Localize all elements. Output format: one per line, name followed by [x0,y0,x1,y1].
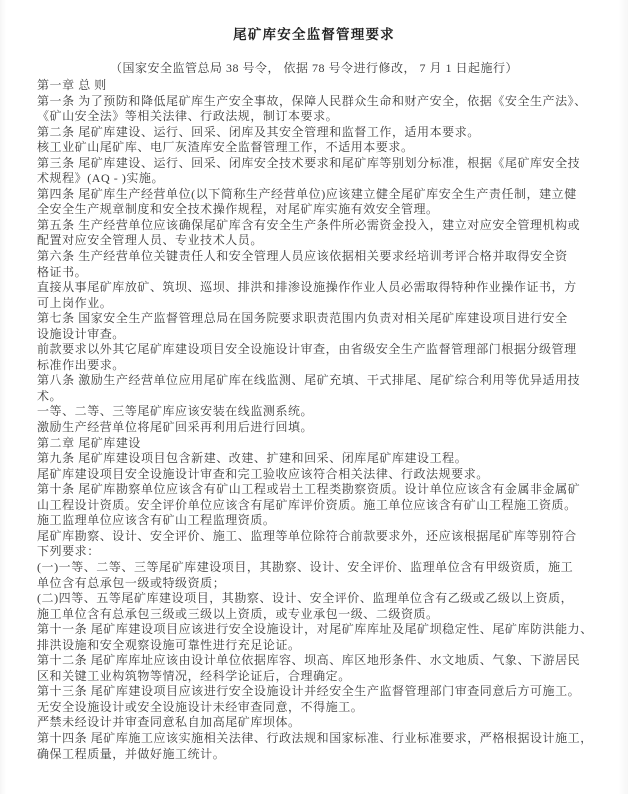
document-subtitle: （国家安全监管总局 38 号令， 依据 78 号令进行修改， 7 月 1 日起施行） [109,61,518,75]
document-line: 尾矿库勘察、设计、安全评价、施工、监理等单位除符合前款要求外，还应该根据尾矿库等别符合 [37,528,577,543]
document-line: 单位含有总承包一级或特级资质； [37,575,226,590]
document-line: 第七条 国家安全生产监督管理总局在国务院要求职责范围内负责对相关尾矿库建设项目进行安全 [37,311,568,326]
document-line: 可上岗作业。 [37,295,113,310]
document-line: 第六条 生产经营单位关键责任人和安全管理人员应该依据相关要求经培训考评合格并取得安全资 [37,249,568,264]
document-line: 核工业矿山尾矿库、电厂灰渣库安全监督管理工作，不适用本要求。 [37,140,414,155]
document-line: 区和关键工业构筑物等情况，经科学论证后，合理确定。 [37,668,351,683]
document-line: 第九条 尾矿库建设项目包含新建、改建、扩建和回采、闭库尾矿库建设工程。 [37,451,468,466]
document-line: 术。 [37,388,63,403]
document-line: 第五条 生产经营单位应该确保尾矿库含有安全生产条件所必需资金投入，建立对应安全管理机构或 [37,217,581,232]
document-line: 第十三条 尾矿库建设项目应该进行安全设施设计并经安全生产监督管理部门审查同意后方可施工。 [37,684,581,699]
document-line: (二)四等、五等尾矿库建设项目，其勘察、设计、安全评价、监理单位含有乙级或乙级以上资质， [37,591,574,606]
document-line: 无安全设施设计或安全设施设计未经审查同意，不得施工。 [37,699,364,714]
document-line: 标准作出要求。 [37,357,125,372]
document-line: 第四条 尾矿库生产经营单位(以下简称生产经营单位)应该建立健全尾矿库安全生产责任制，建立健 [37,186,577,201]
document-line: 全安全生产规章制度和安全技术操作规程，对尾矿库实施有效安全管理。 [37,202,439,217]
document-line: 第十四条 尾矿库施工应该实施相关法律、行政法规和国家标准、行业标准要求，严格根据设计施工， [37,730,593,745]
document-line: 第一条 为了预防和降低尾矿库生产安全事故，保障人民群众生命和财产安全，依据《安全生产法》、 [37,93,587,108]
document-line: 前款要求以外其它尾矿库建设项目安全设施设计审查，由省级安全生产监督管理部门根据分级管理 [37,342,577,357]
document-line: 严禁未经设计并审查同意私自加高尾矿库坝体。 [37,715,301,730]
document-line: 第一章 总 则 [37,78,107,92]
document-line: 施工监理单位应该含有矿山工程监理资质。 [37,513,276,528]
document-line: 设施设计审查。 [37,326,125,341]
document-line: 格证书。 [37,264,88,279]
document-line: (一)一等、二等、三等尾矿库建设项目，其勘察、设计、安全评价、监理单位含有甲级资质，施工 [37,559,574,574]
document-line: 配置对应安全管理人员、专业技术人员。 [37,233,263,248]
document-line: 排洪设施和安全观察设施可靠性进行充足论证。 [37,637,301,652]
document-line: 《矿山安全法》等相关法律、行政法规，制订本要求。 [37,109,339,124]
document-line: 确保工程质量，并做好施工统计。 [37,746,226,761]
document-line: 第二章 尾矿库建设 [37,435,141,450]
document-line: 山工程设计资质。安全评价单位应该含有尾矿库评价资质。施工单位应该含有矿山工程施工资质。 [37,497,577,512]
document-line: 直接从事尾矿库放矿、筑坝、巡坝、排洪和排渗设施操作作业人员必需取得特种作业操作证书，方 [37,280,577,295]
document-line: 激励生产经营单位将尾矿回采再利用后进行回填。 [37,420,314,435]
document-line: 术规程》(AQ - )实施。 [37,171,165,186]
document-line: 第二条 尾矿库建设、运行、回采、闭库及其安全管理和监督工作，适用本要求。 [37,124,480,139]
document-line: 第八条 激励生产经营单位应用尾矿库在线监测、尾矿充填、干式排尾、尾矿综合利用等优异适用技 [37,373,581,388]
document-line: 第十条 尾矿库勘察单位应该含有矿山工程或岩土工程类勘察资质。设计单位应该含有金属非金属矿 [37,482,581,497]
document-title: 尾矿库安全监督管理要求 [233,27,395,42]
document-line: 施工单位含有总承包三级或三级以上资质，或专业承包一级、二级资质。 [37,606,439,621]
document-line: 第三条 尾矿库建设、运行、回采、闭库安全技术要求和尾矿库等别划分标准，根据《尾矿库安全技 [37,155,581,170]
document-line: 第十一条 尾矿库建设项目应该进行安全设施设计，对尾矿库库址及尾矿坝稳定性、尾矿库防洪能力、 [37,622,593,637]
document-line: 尾矿库建设项目安全设施设计审查和完工验收应该符合相关法律、行政法规要求。 [37,466,489,481]
document-line: 第十二条 尾矿库库址应该由设计单位依据库容、坝高、库区地形条件、水文地质、气象、下游居民 [37,653,581,668]
document-line: 下列要求： [37,544,100,559]
document-line: 一等、二等、三等尾矿库应该安装在线监测系统。 [37,404,314,419]
document-body [0,78,628,762]
